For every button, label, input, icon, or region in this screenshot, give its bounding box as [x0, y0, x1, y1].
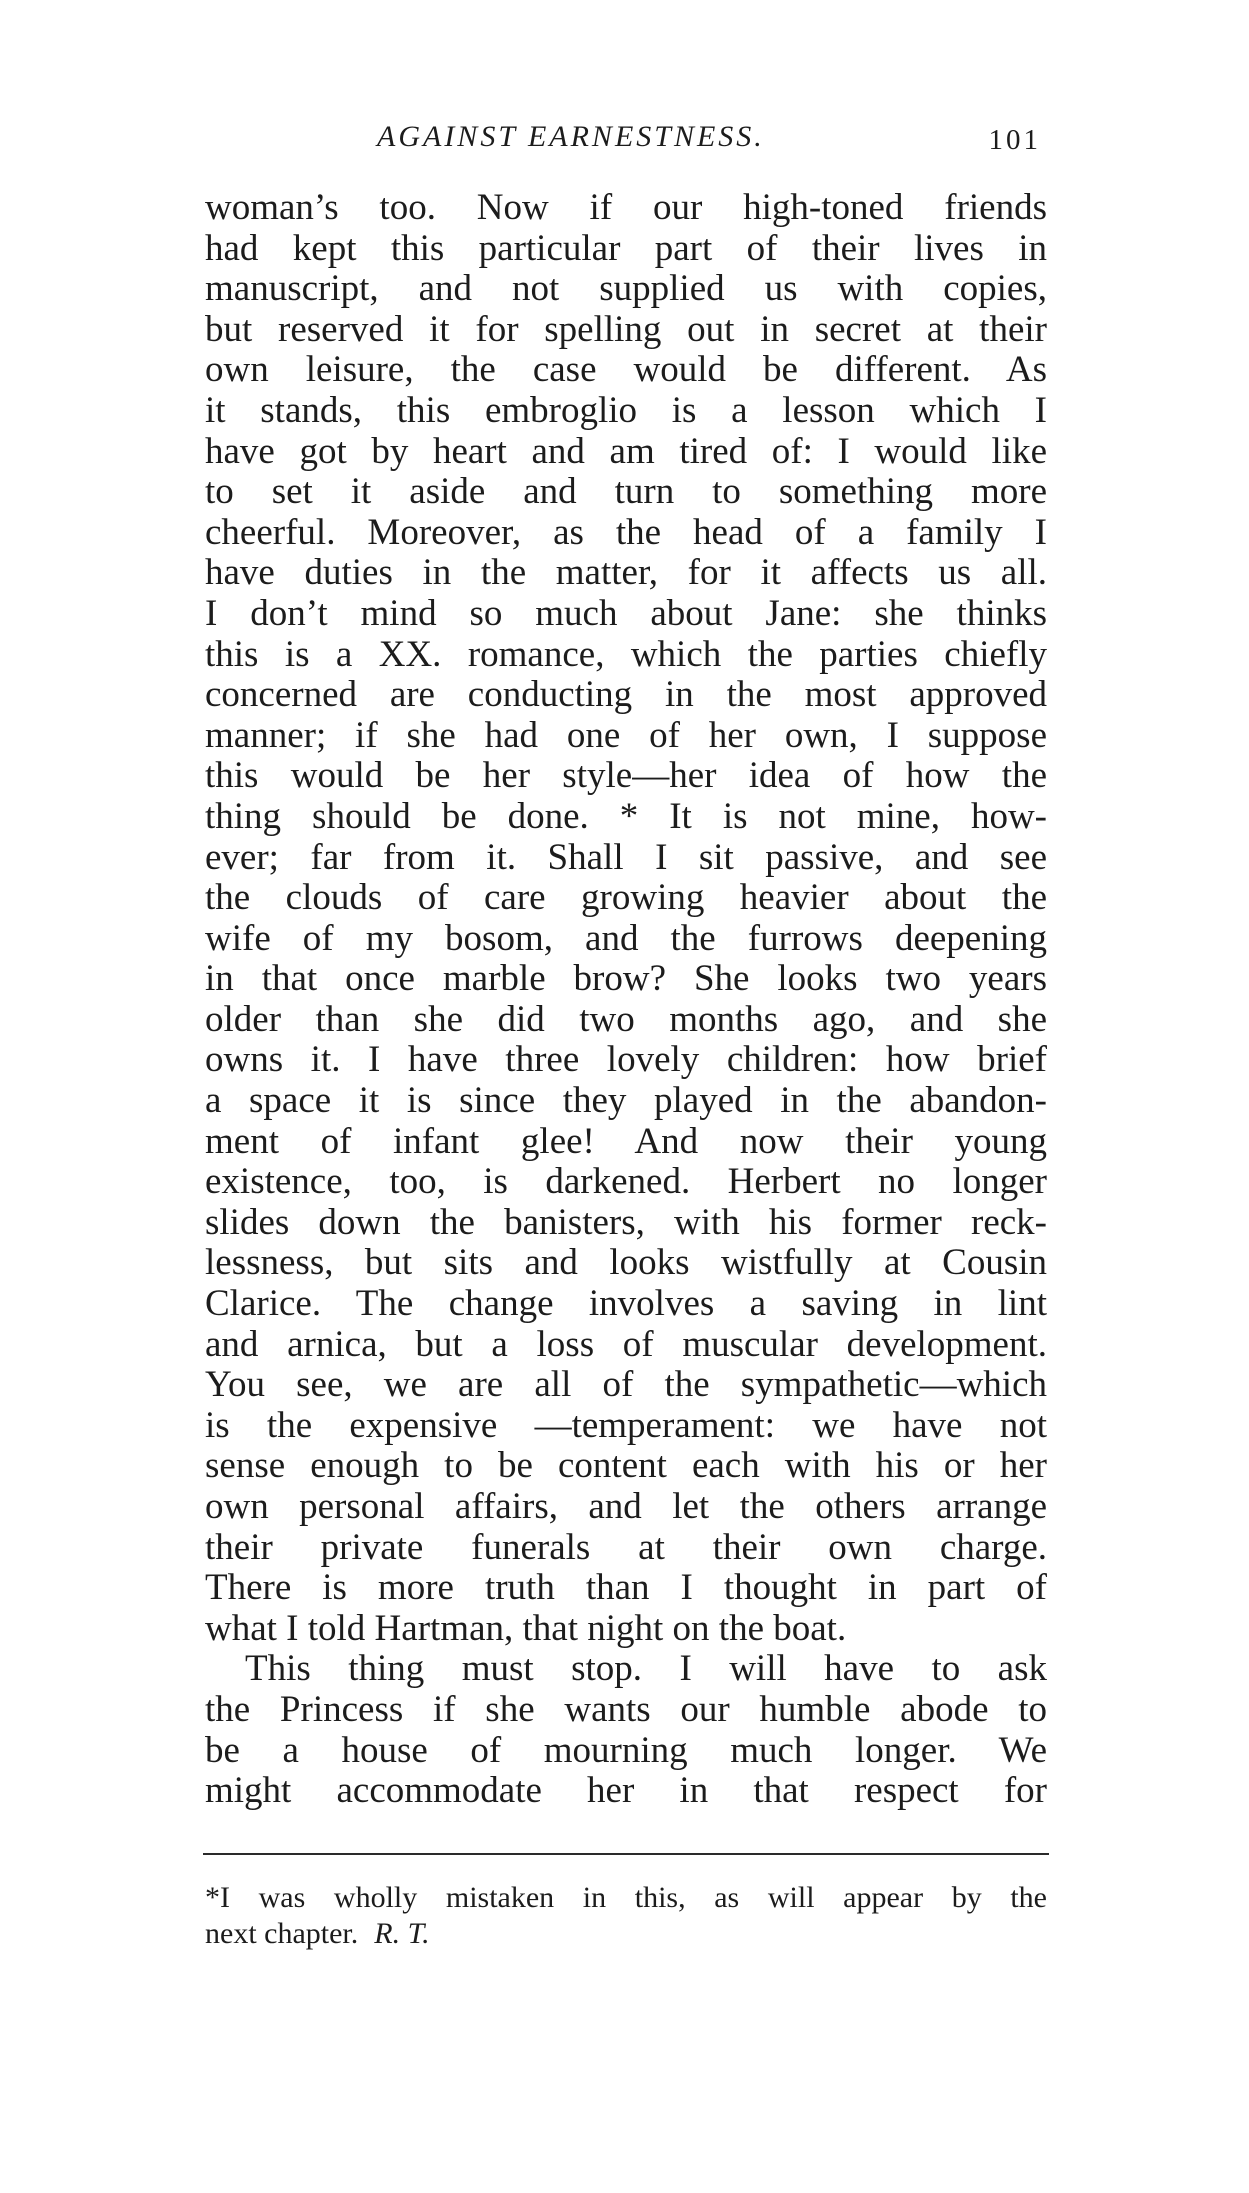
text-line: their private funerals at their own charge.: [205, 1526, 1047, 1568]
footnote-divider: [203, 1853, 1049, 1855]
footnote-text: next chapter.: [205, 1917, 359, 1950]
text-line: existence, too, is darkened. Herbert no longer: [205, 1161, 1047, 1203]
text-line: and arnica, but a loss of muscular development.: [205, 1323, 1047, 1365]
text-line: owns it. I have three lovely children: how brief: [205, 1039, 1047, 1081]
text-line: You see, we are all of the sympathetic—which: [205, 1364, 1047, 1406]
text-line: Clarice. The change involves a saving in lint: [205, 1283, 1047, 1325]
text-line: in that once marble brow? She looks two years: [205, 958, 1047, 1000]
text-line: it stands, this embroglio is a lesson which I: [205, 389, 1047, 431]
text-line: but reserved it for spelling out in secret at their: [205, 308, 1047, 350]
text-line: be a house of mourning much longer. We: [205, 1729, 1047, 1771]
text-line: sense enough to be content each with his or her: [205, 1445, 1047, 1487]
text-line: own personal affairs, and let the others arrange: [205, 1486, 1047, 1527]
text-line: is the expensive —temperament: we have not: [205, 1404, 1047, 1446]
paragraph-start-line: This thing must stop. I will have to ask: [245, 1648, 1047, 1690]
text-line: There is more truth than I thought in part of: [205, 1567, 1047, 1609]
footnote-line: *I was wholly mistaken in this, as will appear by the: [205, 1881, 1047, 1914]
text-line: have got by heart and am tired of: I would like: [205, 430, 1047, 472]
text-line: woman’s too. Now if our high-toned friends: [205, 187, 1047, 228]
body-text: [205, 188, 1047, 1812]
text-line: this would be her style—her idea of how the: [205, 755, 1047, 797]
text-line: own leisure, the case would be different. As: [205, 349, 1047, 391]
text-line: concerned are conducting in the most approved: [205, 674, 1047, 716]
text-line: manuscript, and not supplied us with copies,: [205, 268, 1047, 310]
footnote-line: [205, 1916, 1047, 1952]
text-line: ever; far from it. Shall I sit passive, and see: [205, 836, 1047, 878]
text-line: a space it is since they played in the abandon-: [205, 1080, 1047, 1122]
running-head: [205, 120, 1045, 164]
text-line: wife of my bosom, and the furrows deepening: [205, 917, 1047, 959]
text-line: I don’t mind so much about Jane: she thinks: [205, 592, 1047, 634]
text-line: this is a XX. romance, which the parties chiefly: [205, 633, 1047, 675]
footnote: [205, 1880, 1047, 1952]
text-line: lessness, but sits and looks wistfully at Cousin: [205, 1242, 1047, 1284]
running-title: AGAINST EARNESTNESS.: [377, 120, 765, 153]
text-line: the Princess if she wants our humble abode to: [205, 1688, 1047, 1730]
text-line: thing should be done. * It is not mine, how-: [205, 795, 1047, 837]
page-number: 101: [988, 124, 1041, 156]
text-line: manner; if she had one of her own, I suppose: [205, 714, 1047, 756]
text-line: cheerful. Moreover, as the head of a family I: [205, 511, 1047, 553]
text-line: slides down the banisters, with his former reck-: [205, 1201, 1047, 1243]
paragraph-end-line: what I told Hartman, that night on the boat.: [205, 1607, 847, 1649]
text-line: had kept this particular part of their lives in: [205, 227, 1047, 269]
text-line: ment of infant glee! And now their young: [205, 1120, 1047, 1162]
text-line: might accommodate her in that respect for: [205, 1770, 1047, 1812]
text-line: the clouds of care growing heavier about the: [205, 877, 1047, 919]
text-line: have duties in the matter, for it affects us all.: [205, 552, 1047, 594]
footnote-signature: R. T.: [374, 1917, 430, 1950]
text-line: to set it aside and turn to something more: [205, 471, 1047, 513]
text-line: older than she did two months ago, and she: [205, 998, 1047, 1040]
